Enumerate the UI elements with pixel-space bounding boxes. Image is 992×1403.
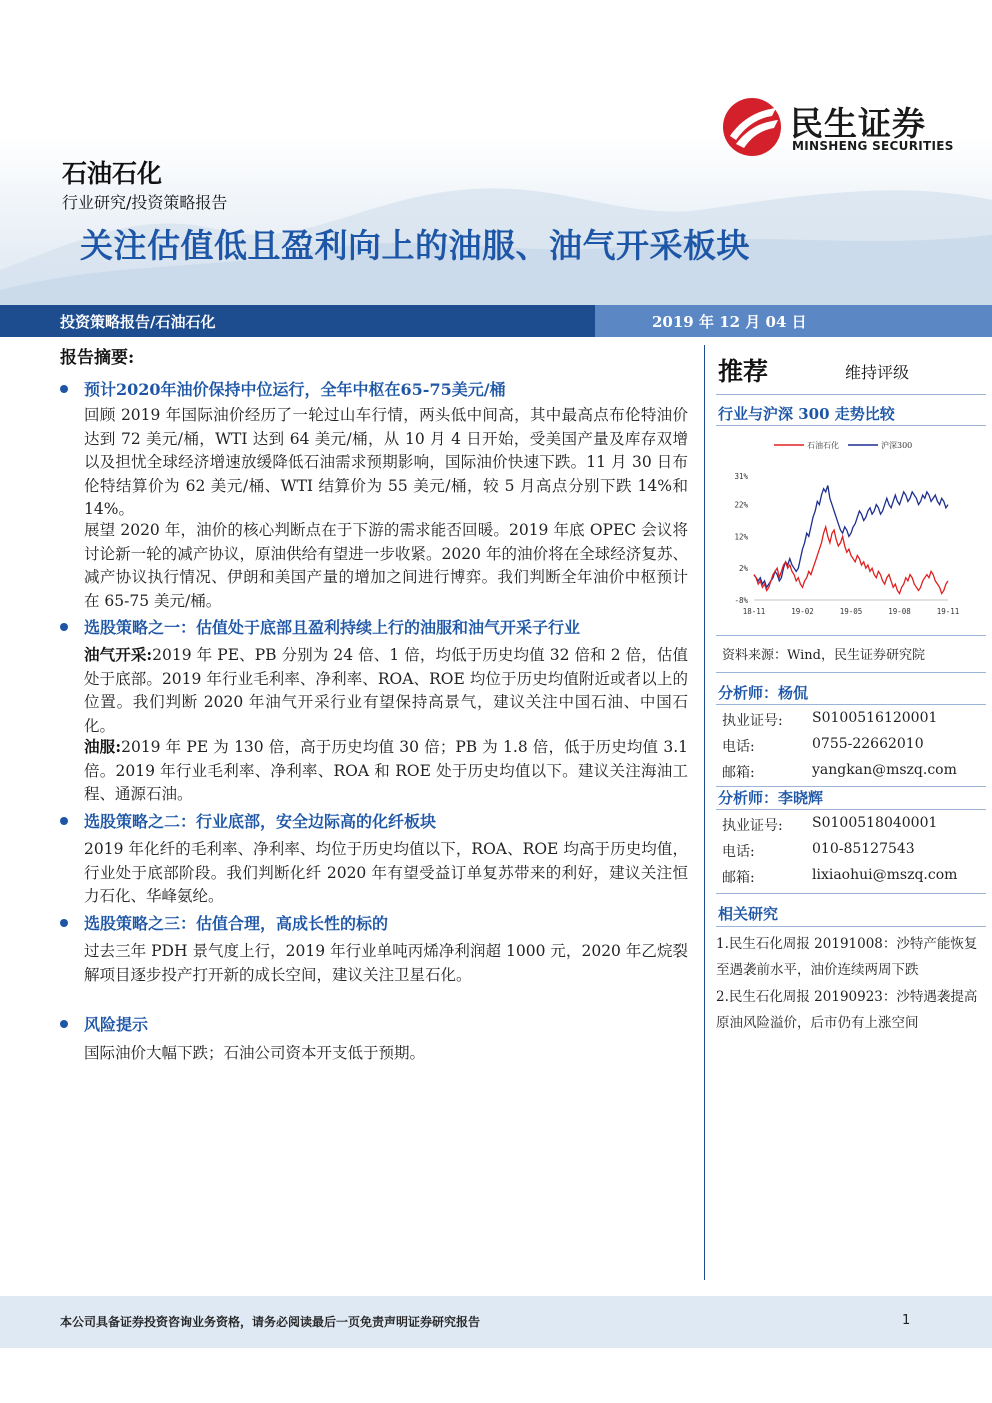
industry-label: 石油石化 — [62, 159, 163, 188]
bullet-icon — [60, 385, 68, 393]
column-divider — [704, 345, 705, 1280]
bar-report-category: 投资策略报告/石油石化 — [60, 313, 216, 331]
report-date: 2019 年 12 月 04 日 — [652, 313, 807, 331]
analyst2-title: 分析师：李晓辉 — [718, 789, 824, 807]
analyst2-email-label: 邮箱: — [722, 870, 755, 886]
paragraph-growth: 过去三年 PDH 景气度上行，2019 年行业单吨丙烯净利润超 1000 元，2020 年乙烷裂解项目逐步投产打开新的成长空间，建议关注卫星石化。 — [84, 942, 688, 984]
y-tick-label: 22% — [734, 500, 748, 510]
bullet-icon — [60, 1020, 68, 1028]
y-tick-label: -8% — [734, 596, 748, 605]
legend-label: 石油石化 — [807, 441, 839, 450]
analyst1-cert: S0100516120001 — [812, 710, 938, 726]
divider — [716, 672, 986, 673]
paragraph-review: 回顾 2019 年国际油价经历了一轮过山车行情，两头低中间高，其中最高点布伦特油价达到 72 美元/桶，WTI 达到 64 美元/桶，从 10 月 4 日开始，受美国产量及库存双增以及担忧全球经济增速放缓降低石油需求预期影响，国际油价快速下跌。11 月 30 日布伦特结算价为 62 美元/桶、WTI 结算价为 55 美元/桶，较 5 月高点分别下跌 14%和 14%。 — [84, 406, 688, 518]
paragraph-chemical-fiber: 2019 年化纤的毛利率、净利率、均位于历史均值以下，ROA、ROE 均高于历史均值，行业处于底部阶段。我们判断化纤 2020 年有望受益订单复苏带来的利好，建议关注恒力石化、华峰氨纶。 — [84, 840, 688, 905]
series-line — [754, 527, 948, 594]
x-tick-label: 18-11 — [742, 607, 766, 616]
page-number: 1 — [902, 1313, 911, 1328]
label-oil-services: 油服: — [84, 737, 122, 756]
y-tick-label: 12% — [734, 532, 748, 542]
divider — [716, 704, 986, 705]
x-tick-label: 19-11 — [936, 607, 960, 616]
summary-heading: 报告摘要: — [60, 348, 135, 368]
related-item[interactable]: 2.民生石化周报 20190923：沙特遇袭提高原油风险溢价，后市仍有上涨空间 — [716, 989, 978, 1031]
analyst1-email[interactable]: yangkan@mszq.com — [812, 762, 957, 778]
analyst2-cert: S0100518040001 — [812, 815, 938, 831]
logo-english-name: MINSHENG SECURITIES — [792, 139, 954, 153]
x-tick-label: 19-02 — [791, 607, 814, 616]
section-heading-oil-price: 预计2020年油价保持中位运行，全年中枢在65-75美元/桶 — [84, 380, 506, 399]
paragraph-outlook: 展望 2020 年，油价的核心判断点在于下游的需求能否回暖。2019 年底 OPEC 会议将讨论新一轮的减产协议，原油供给有望进一步收紧。2020 年的油价将在全球经济复苏、减产协议执行情况、伊朗和美国产量的增加之间进行博弈。我们判断全年油价中枢预计在 65-75 美元/桶。 — [84, 521, 688, 610]
bullet-icon — [60, 623, 68, 631]
bullet-icon — [60, 817, 68, 825]
analyst2-phone-label: 电话: — [722, 844, 755, 860]
divider — [716, 635, 986, 636]
section-heading-risk: 风险提示 — [84, 1015, 149, 1034]
analyst2-cert-label: 执业证号: — [722, 818, 783, 834]
analyst1-cert-label: 执业证号: — [722, 713, 783, 729]
analyst1-title: 分析师：杨侃 — [718, 684, 809, 702]
paragraph-oil-services — [84, 735, 688, 807]
divider — [716, 394, 986, 395]
x-tick-label: 19-05 — [839, 607, 863, 616]
report-type: 行业研究/投资策略报告 — [62, 193, 228, 212]
footer-disclaimer: 本公司具备证券投资咨询业务资格，请务必阅读最后一页免责声明证券研究报告 — [60, 1315, 481, 1329]
divider — [716, 809, 986, 810]
paragraph-oil-gas-extraction — [84, 643, 688, 738]
series-line — [754, 486, 948, 588]
logo-chinese-name: 民生证券 — [790, 104, 926, 143]
chart-title: 行业与沪深 300 走势比较 — [718, 405, 895, 423]
divider — [716, 893, 986, 894]
text-oil-services: 2019 年 PE 为 130 倍，高于历史均值 30 倍；PB 为 1.8 倍，低于历史均值 3.1 倍。2019 年行业毛利率、净利率、ROA 和 ROE 处于历史均值以下。建议关注海油工程、通源石油。 — [84, 738, 688, 803]
y-tick-label: 31% — [734, 472, 748, 481]
y-tick-label: 2% — [738, 564, 748, 574]
analyst1-phone-label: 电话: — [722, 739, 755, 755]
analyst1-phone: 0755-22662010 — [812, 736, 924, 752]
x-tick-label: 19-08 — [888, 607, 911, 616]
analyst2-phone: 010-85127543 — [812, 841, 915, 857]
section-heading-strategy-1: 选股策略之一：估值处于底部且盈利持续上行的油服和油气开采子行业 — [84, 618, 581, 637]
divider — [716, 926, 986, 927]
text-oil-gas-extraction: 2019 年 PE、PB 分别为 24 倍、1 倍，均低于历史均值 32 倍和 2 倍，估值处于底部。2019 年行业毛利率、净利率、ROA、ROE 均位于历史均值附近或者以上的位置。我们判断 2020 年油气开采行业有望保持高景气，建议关注中国石油、中国石化。 — [84, 646, 688, 735]
recommendation: 推荐 — [718, 357, 769, 386]
chart-source: 资料来源：Wind，民生证券研究院 — [722, 648, 925, 663]
section-heading-strategy-3: 选股策略之三：估值合理，高成长性的标的 — [84, 914, 389, 933]
related-research-title: 相关研究 — [718, 905, 779, 923]
divider — [716, 425, 986, 426]
related-item[interactable]: 1.民生石化周报 20191008：沙特产能恢复至遇袭前水平，油价连续两周下跌 — [716, 936, 978, 978]
bullet-icon — [60, 919, 68, 927]
analyst1-email-label: 邮箱: — [722, 765, 755, 781]
rating: 维持评级 — [845, 363, 910, 382]
paragraph-risk: 国际油价大幅下跌；石油公司资本开支低于预期。 — [84, 1044, 426, 1062]
analyst2-email[interactable]: lixiaohui@mszq.com — [812, 867, 958, 883]
legend-label: 沪深300 — [881, 441, 913, 450]
trend-chart — [716, 428, 986, 628]
label-oil-gas-extraction: 油气开采: — [84, 645, 153, 664]
section-heading-strategy-2: 选股策略之二：行业底部，安全边际高的化纤板块 — [84, 812, 437, 831]
report-title: 关注估值低且盈利向上的油服、油气开采板块 — [80, 226, 750, 265]
